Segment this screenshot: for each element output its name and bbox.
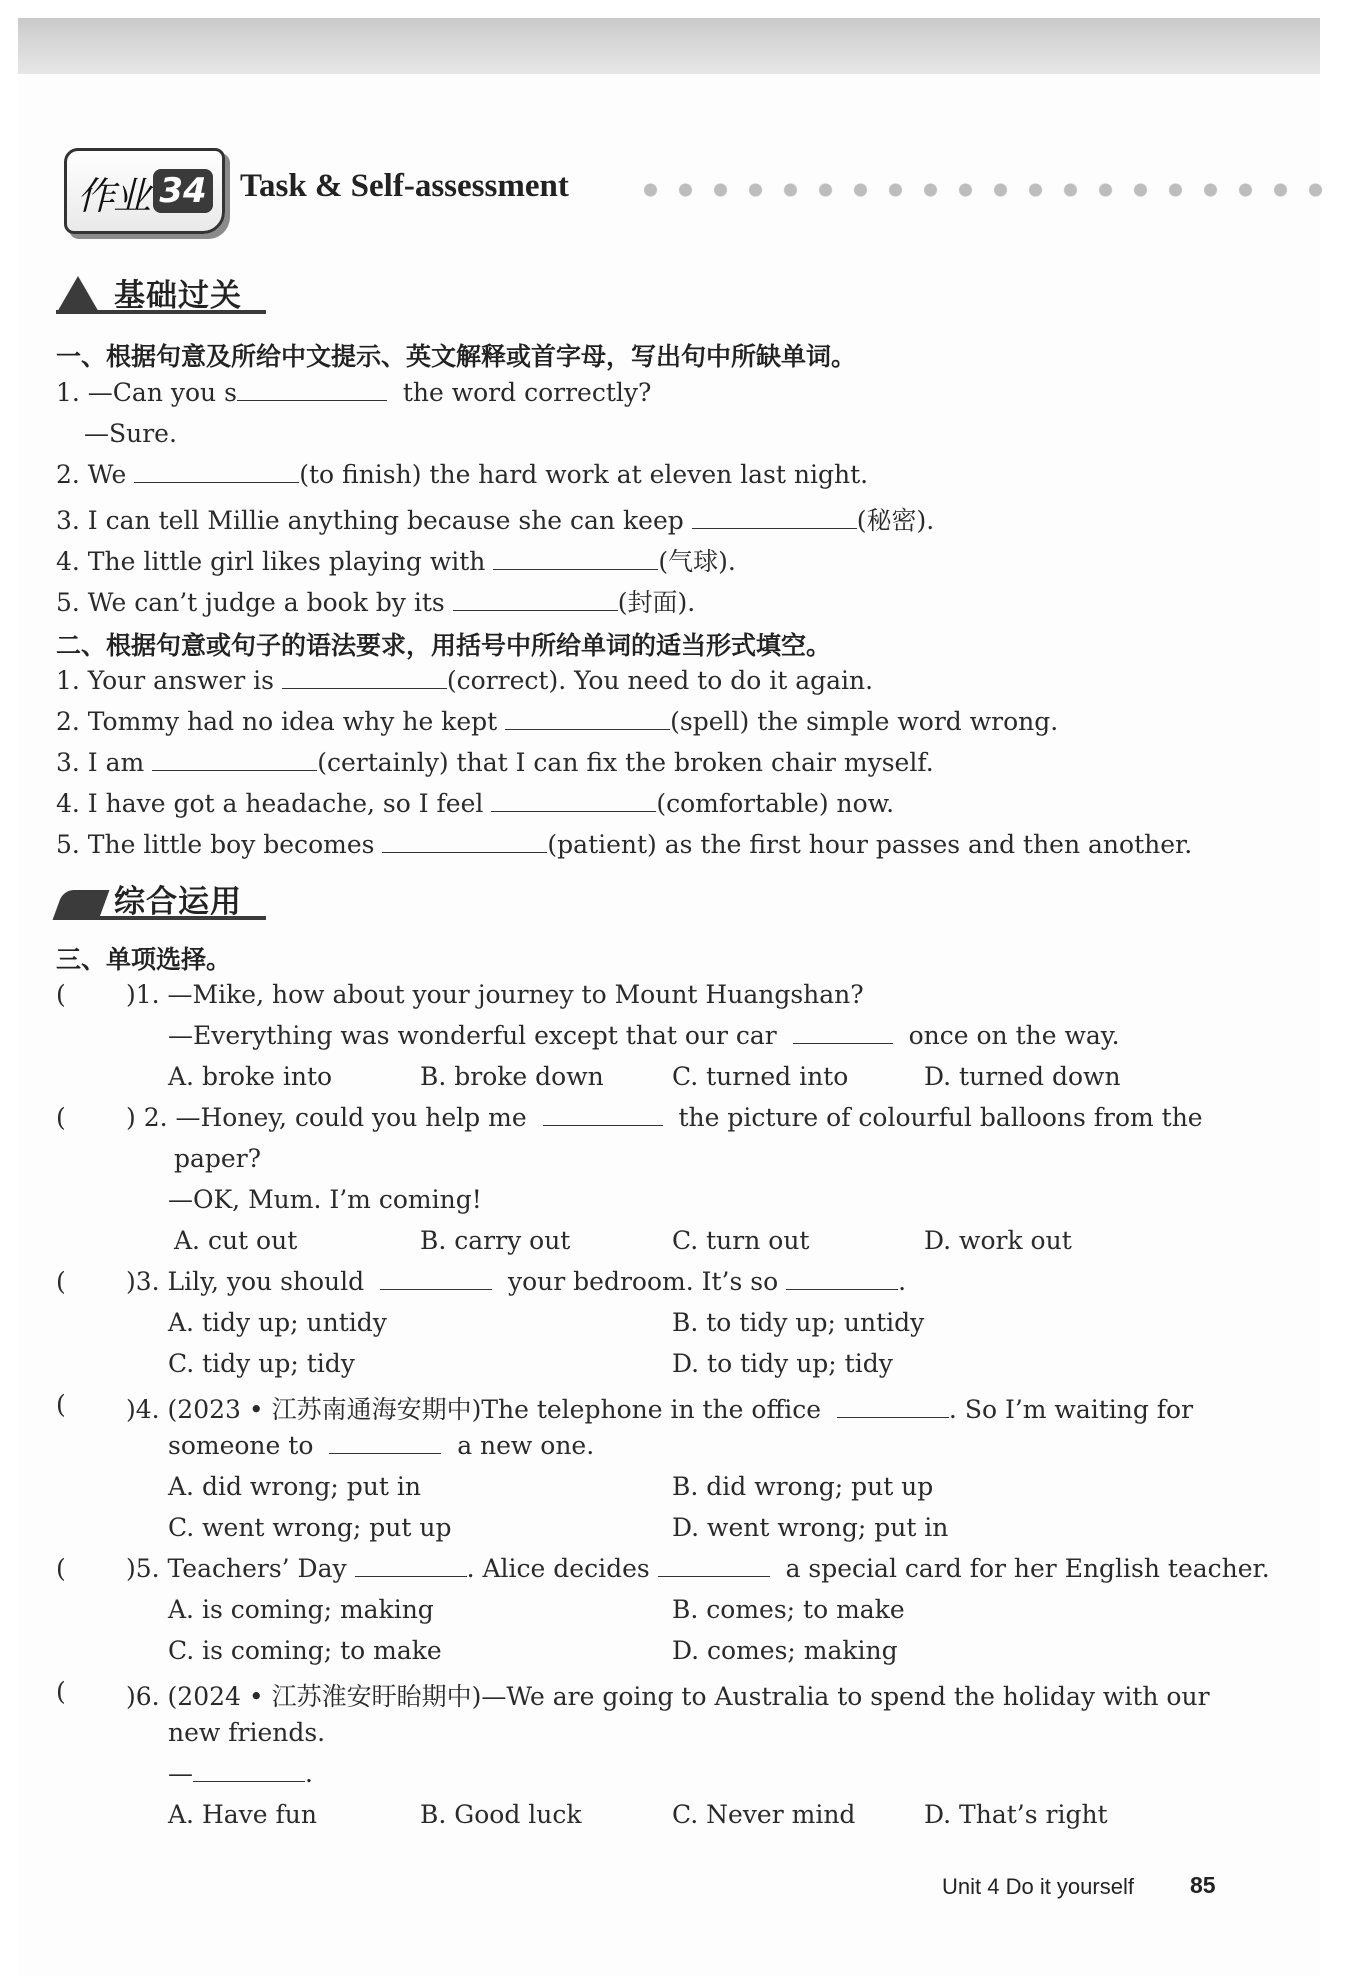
question-text: 4. The little girl likes playing with — [56, 547, 486, 576]
answer-blank[interactable] — [453, 590, 618, 611]
question-text: 3. I am — [56, 748, 145, 777]
part1-q1-reply: —Sure. — [84, 419, 177, 448]
mc-q5-option-d[interactable]: D. comes; making — [672, 1636, 898, 1665]
question-text: )4. (2023 • 江苏南通海安期中)The telephone in the office — [126, 1395, 822, 1424]
question-text: once on the way. — [908, 1021, 1120, 1050]
scan-top-edge — [18, 18, 1320, 74]
mc-q5-option-a[interactable]: A. is coming; making — [168, 1595, 434, 1624]
mc-q3-option-b[interactable]: B. to tidy up; untidy — [672, 1308, 925, 1337]
question-text: 4. I have got a headache, so I feel — [56, 789, 484, 818]
question-text: (patient) as the first hour passes and then another. — [547, 830, 1193, 859]
answer-blank[interactable] — [786, 1269, 898, 1290]
mc-q6-option-d[interactable]: D. That’s right — [924, 1800, 1108, 1829]
answer-blank[interactable] — [193, 1761, 305, 1782]
question-text: . — [898, 1267, 907, 1296]
part1-heading: 一、根据句意及所给中文提示、英文解释或首字母，写出句中所缺单词。 — [56, 342, 857, 371]
question-text: 5. We can’t judge a book by its — [56, 588, 445, 617]
part2-q5 — [56, 830, 1192, 859]
question-text: 2. We — [56, 460, 127, 489]
mc-q2-option-c[interactable]: C. turn out — [672, 1226, 810, 1255]
mc-q6-option-b[interactable]: B. Good luck — [420, 1800, 582, 1829]
mc-q3-option-a[interactable]: A. tidy up; untidy — [168, 1308, 387, 1337]
answer-blank[interactable] — [491, 791, 656, 812]
mc-q5-option-b[interactable]: B. comes; to make — [672, 1595, 905, 1624]
answer-bracket[interactable]: ( — [56, 1267, 66, 1296]
section-banner-basic — [56, 270, 276, 314]
part1-q1 — [56, 378, 651, 407]
question-text: the picture of colourful balloons from the — [678, 1103, 1203, 1132]
footer-unit-label: Unit 4 Do it yourself — [942, 1874, 1134, 1899]
mc-q6-option-c[interactable]: C. Never mind — [672, 1800, 856, 1829]
answer-bracket[interactable]: ( — [56, 1390, 66, 1419]
question-text: —Everything was wonderful except that our car — [168, 1021, 777, 1050]
mc-q6-line2: new friends. — [168, 1718, 326, 1747]
mc-q4-line1 — [126, 1390, 1193, 1426]
mc-q4-option-d[interactable]: D. went wrong; put in — [672, 1513, 949, 1542]
question-text: . Alice decides — [466, 1554, 650, 1583]
answer-blank[interactable] — [134, 462, 299, 483]
question-text: 1. —Can you s — [56, 378, 237, 407]
question-text: . So I’m waiting for — [948, 1395, 1194, 1424]
answer-blank[interactable] — [505, 709, 670, 730]
question-text: (封面). — [617, 588, 696, 617]
mc-q3-line1 — [126, 1267, 906, 1296]
mc-q3-option-c[interactable]: C. tidy up; tidy — [168, 1349, 355, 1378]
part3-heading: 三、单项选择。 — [56, 945, 232, 974]
question-text: your bedroom. It’s so — [507, 1267, 779, 1296]
answer-blank[interactable] — [380, 1269, 492, 1290]
mc-q1-option-c[interactable]: C. turned into — [672, 1062, 849, 1091]
part2-heading: 二、根据句意或句子的语法要求，用括号中所给单词的适当形式填空。 — [56, 631, 832, 660]
part2-q3 — [56, 748, 934, 777]
question-text: 3. I can tell Millie anything because she can keep — [56, 506, 684, 535]
mc-q5-line1 — [126, 1554, 1270, 1583]
question-text: a new one. — [457, 1431, 595, 1460]
part2-q4 — [56, 789, 894, 818]
question-text: 2. Tommy had no idea why he kept — [56, 707, 498, 736]
mc-q1-option-a[interactable]: A. broke into — [168, 1062, 333, 1091]
mc-q6-line3 — [168, 1759, 313, 1788]
answer-bracket[interactable]: ( — [56, 1103, 66, 1132]
answer-blank[interactable] — [543, 1105, 663, 1126]
question-text: (spell) the simple word wrong. — [670, 707, 1059, 736]
answer-blank[interactable] — [793, 1023, 893, 1044]
mc-q1-option-d[interactable]: D. turned down — [924, 1062, 1121, 1091]
question-text: a special card for her English teacher. — [785, 1554, 1270, 1583]
answer-blank[interactable] — [237, 380, 387, 401]
mc-q1-line1: )1. —Mike, how about your journey to Mount Huangshan? — [126, 980, 864, 1009]
mc-q2-option-b[interactable]: B. carry out — [420, 1226, 571, 1255]
question-text: )3. Lily, you should — [126, 1267, 365, 1296]
question-text: (秘密). — [856, 506, 935, 535]
answer-blank[interactable] — [329, 1433, 441, 1454]
question-text: )5. Teachers’ Day — [126, 1554, 347, 1583]
answer-blank[interactable] — [382, 832, 547, 853]
page-title: Task & Self-assessment — [240, 168, 569, 204]
mc-q3-option-d[interactable]: D. to tidy up; tidy — [672, 1349, 893, 1378]
section-title: 综合运用 — [114, 884, 242, 920]
dotted-divider — [633, 183, 1323, 197]
mc-q6-line1: )6. (2024 • 江苏淮安盱眙期中)—We are going to Australia to spend the holiday with our — [126, 1682, 1210, 1711]
part1-q4 — [56, 542, 736, 578]
homework-number: 34 — [153, 169, 213, 213]
question-text: the word correctly? — [402, 378, 652, 407]
part1-q5 — [56, 583, 695, 619]
answer-bracket[interactable]: ( — [56, 1554, 66, 1583]
answer-blank[interactable] — [152, 750, 317, 771]
answer-blank[interactable] — [837, 1397, 949, 1418]
homework-badge — [64, 148, 225, 234]
answer-blank[interactable] — [493, 549, 658, 570]
question-text: (certainly) that I can fix the broken chair myself. — [317, 748, 934, 777]
mc-q2-line2: paper? — [174, 1144, 262, 1173]
mc-q2-line3: —OK, Mum. I’m coming! — [168, 1185, 482, 1214]
mc-q4-line2 — [168, 1431, 594, 1460]
homework-badge-label: 作业 — [77, 174, 150, 218]
question-text: someone to — [168, 1431, 314, 1460]
mc-q4-option-b[interactable]: B. did wrong; put up — [672, 1472, 934, 1501]
mc-q1-option-b[interactable]: B. broke down — [420, 1062, 604, 1091]
answer-blank[interactable] — [355, 1556, 467, 1577]
mc-q5-option-c[interactable]: C. is coming; to make — [168, 1636, 442, 1665]
question-text: (to finish) the hard work at eleven last night. — [299, 460, 869, 489]
question-text: (comfortable) now. — [656, 789, 895, 818]
question-text: (correct). You need to do it again. — [446, 666, 874, 695]
mc-q1-line2 — [168, 1021, 1120, 1050]
question-text: . — [305, 1759, 313, 1788]
section-banner-comprehensive — [56, 876, 276, 920]
page-number: 85 — [1190, 1872, 1216, 1898]
question-text: (气球). — [658, 547, 736, 576]
mc-q4-option-c[interactable]: C. went wrong; put up — [168, 1513, 452, 1542]
part2-q2 — [56, 707, 1058, 736]
answer-blank[interactable] — [692, 508, 857, 529]
part2-q1 — [56, 666, 873, 695]
answer-blank[interactable] — [282, 668, 447, 689]
section-title: 基础过关 — [114, 278, 242, 314]
question-text: 5. The little boy becomes — [56, 830, 375, 859]
mountain-icon — [56, 276, 100, 314]
answer-bracket[interactable]: ( — [56, 1677, 66, 1706]
answer-blank[interactable] — [658, 1556, 770, 1577]
mc-q4-option-a[interactable]: A. did wrong; put in — [168, 1472, 421, 1501]
question-text: — — [168, 1759, 193, 1788]
part1-q2 — [56, 460, 868, 489]
mc-q2-line1 — [126, 1103, 1203, 1132]
mc-q2-option-d[interactable]: D. work out — [924, 1226, 1072, 1255]
mc-q2-option-a[interactable]: A. cut out — [174, 1226, 298, 1255]
part1-q3 — [56, 501, 934, 537]
question-text: ) 2. —Honey, could you help me — [126, 1103, 527, 1132]
mc-q6-option-a[interactable]: A. Have fun — [168, 1800, 317, 1829]
question-text: 1. Your answer is — [56, 666, 274, 695]
answer-bracket[interactable]: ( — [56, 980, 66, 1009]
